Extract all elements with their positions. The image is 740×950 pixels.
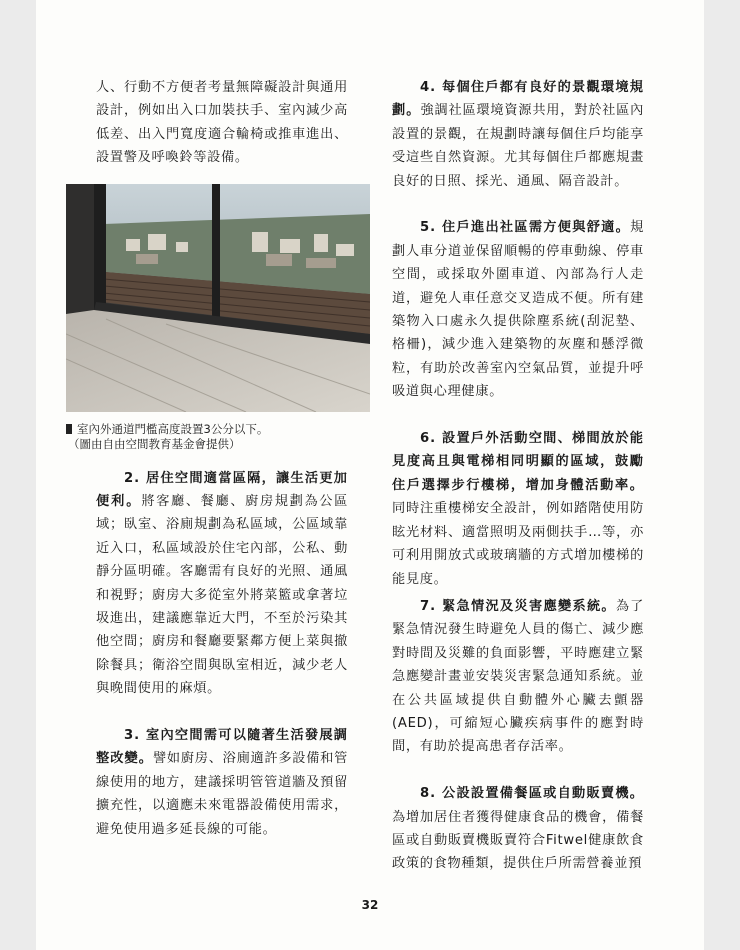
page-number: 32 (361, 898, 379, 912)
item-8-heading: 8. 公設設置備餐區或自動販賣機。 (420, 786, 644, 802)
bullet-square-icon (66, 424, 72, 434)
photo-caption (66, 422, 348, 452)
item-3-body: 譬如廚房、浴廁適許多設備和管線使用的地方，建議採明管管道牆及預留擴充性，以適應未來電器設備使用需求，避免使用過多延長線的可能。 (96, 751, 348, 837)
item-2-paragraph (96, 467, 348, 701)
item-6-body: 同時注重樓梯安全設計，例如踏階使用防眩光材料、適當照明及兩側扶手…等，亦可利用開放式或玻璃牆的方式增加樓梯的能見度。 (392, 501, 644, 587)
left-column (68, 76, 348, 841)
intro-paragraph: 人、行動不方便者考量無障礙設計與通用設計，例如出入口加裝扶手、室內減少高低差、出入門寬度適合輪椅或推車進出、設置警及呼喚鈴等設備。 (96, 80, 348, 166)
photo-door-threshold (66, 184, 370, 412)
item-2-heading: 2. 居住空間適當區隔，讓生活更加便利。 (96, 470, 348, 510)
item-3-paragraph (96, 724, 348, 841)
item-6-paragraph (392, 427, 644, 591)
left-margin-band (0, 0, 36, 950)
item-7-body: 為了緊急情況發生時避免人員的傷亡、減少應對時間及災難的負面影響，平時應建立緊急應變計畫並安裝災害緊急通知系統。並在公共區域提供自動體外心臟去顫器(AED)，可縮短心臟疾病事件的應對時間，有助於提高患者存活率。 (392, 598, 644, 755)
item-4-body: 強調社區環境資源共用，對於社區內設置的景觀，在規劃時讓每個住戶均能享受這些自然資源。尤其每個住戶都應規畫良好的日照、採光、通風、隔音設計。 (392, 103, 644, 189)
right-column (392, 76, 644, 876)
photo-illustration (66, 184, 370, 412)
caption-line-2: （圖由自由空間教育基金會提供） (68, 436, 241, 451)
item-4-heading: 4. 每個住戶都有良好的景觀環境規劃。 (392, 80, 644, 119)
item-8-body: 為增加居住者獲得健康食品的機會，備餐區或自動販賣機販賣符合Fitwel健康飲食政策的食物種類，提供住戶所需營養並預 (392, 809, 644, 872)
item-8-paragraph (392, 782, 644, 876)
item-7-paragraph (392, 595, 644, 759)
item-6-heading: 6. 設置戶外活動空間、梯間放於能見度高且與電梯相同明顯的區域，鼓勵住戶選擇步行樓梯，增加身體活動率。 (392, 431, 644, 493)
item-5-body: 規劃人車分道並保留順暢的停車動線、停車空間，或採取外圍車道、內部為行人走道，避免人車任意交叉造成不便。所有建築物入口處永久提供除塵系統(刮泥墊、格柵)，減少進入建築物的灰塵和懸浮微粒，有助於改善室內空氣品質，並提升呼吸道與心理健康。 (392, 220, 644, 400)
item-4-paragraph (392, 76, 644, 193)
item-7-heading: 7. 緊急情況及災害應變系統。 (420, 598, 616, 614)
item-2-body: 將客廳、餐廳、廚房規劃為公區域；臥室、浴廁規劃為私區域，公區域靠近入口，私區域設於住宅內部，公私、動靜分區明確。客廳需有良好的光照、通風和視野；廚房大多從室外將菜籃或拿著垃圾進出，建議應靠近大門，不至於污染其他空間；廚房和餐廳要緊鄰方便上菜與撤除餐具；衛浴空間與臥室相近，減少老人與晚間使用的麻煩。 (96, 494, 348, 697)
right-margin-band (704, 0, 740, 950)
caption-line-1: 室內外通道門檻高度設置3公分以下。 (77, 421, 269, 436)
item-5-paragraph (392, 216, 644, 403)
item-3-heading: 3. 室內空間需可以隨著生活發展調整改變。 (96, 728, 348, 767)
item-5-heading: 5. 住戶進出社區需方便與舒適。 (420, 220, 631, 236)
